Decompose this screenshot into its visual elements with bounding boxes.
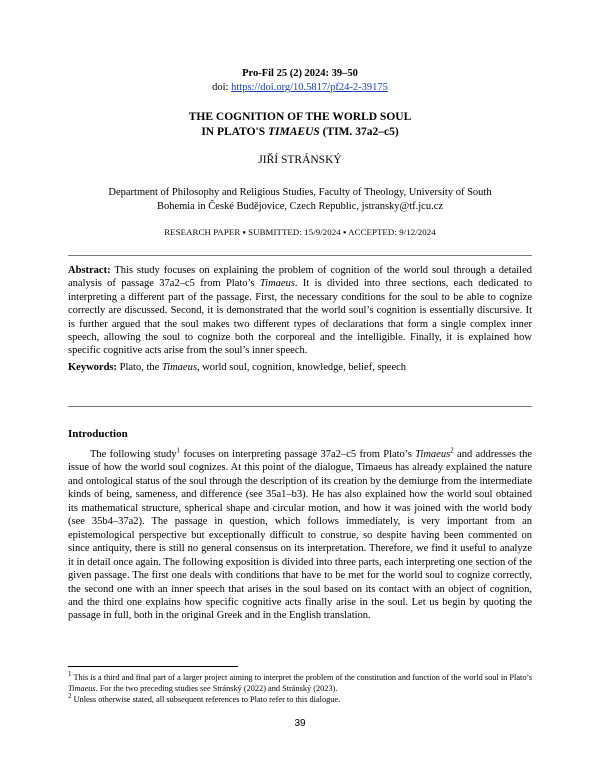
intro-text-1: The following study: [90, 449, 177, 460]
abstract-label: Abstract:: [68, 265, 111, 276]
section-heading: Introduction: [68, 428, 128, 440]
divider-top: [68, 255, 532, 256]
footnotes: [68, 672, 532, 705]
page-number: 39: [294, 718, 306, 729]
title-line-2a: IN PLATO'S: [201, 126, 268, 138]
keywords-italic: Timaeus: [161, 362, 197, 373]
footnote-italic: Timaeus: [68, 684, 96, 693]
abstract-italic: Timaeus: [259, 278, 295, 290]
keywords-text-1: Plato, the: [117, 362, 162, 373]
footnote-rule: [68, 666, 238, 667]
affiliation: [60, 186, 540, 214]
title-line-1: THE COGNITION OF THE WORLD SOUL: [188, 111, 412, 123]
intro-italic: Timaeus: [415, 449, 451, 460]
submission-meta: RESEARCH PAPER ▪ SUBMITTED: 15/9/2024 ▪ ACCEPTED: 9/12/2024: [164, 227, 436, 237]
footnote-number: 2: [68, 692, 72, 701]
introduction-paragraph: [68, 448, 532, 623]
keywords-label: Keywords:: [68, 362, 117, 373]
journal-citation: Pro-Fil 25 (2) 2024: 39–50: [242, 68, 358, 79]
doi-prefix: doi:: [212, 82, 232, 93]
keywords: [68, 361, 532, 374]
paper-title: [0, 110, 600, 140]
title-line-2: [0, 125, 600, 140]
keywords-text-2: , world soul, cognition, knowledge, belief, speech: [196, 362, 407, 373]
intro-text-2: focuses on interpreting passage 37a2–c5 from Plato’s: [180, 449, 416, 460]
footnote-ref-2[interactable]: 2: [450, 446, 454, 455]
abstract-text-1: This study focuses on explaining the problem of cognition of the world soul through a detailed analysis of passage 37a2–c5 from Plato’s: [68, 265, 532, 290]
footnote-text: . For the two preceding studies see Stránský (2022) and Stránský (2023).: [95, 684, 338, 693]
affiliation-line-1: Department of Philosophy and Religious Studies, Faculty of Theology, University of South: [108, 187, 492, 198]
footnote-text: This is a third and final part of a larger project aiming to interpret the problem of the constitution and function of the world soul in Plato’s: [71, 673, 532, 682]
affiliation-line-2: Bohemia in České Budějovice, Czech Republic, jstransky@tf.jcu.cz: [156, 201, 444, 212]
doi-link[interactable]: https://doi.org/10.5817/pf24-2-39175: [231, 82, 388, 93]
abstract: [68, 264, 532, 358]
footnote-number: 1: [68, 670, 72, 679]
abstract-text-2: . It is divided into three sections, each dedicated to interpreting a different part of the passage. First, the necessary conditions for the soul to be able to cognize correctly are discussed. Second, it is demonstrated that the world soul’s cognition is essentially discursive. It is further argued that the soul makes two different types of declarations that form a single complex inner speech, allowing the soul to cognize both the corporeal and the intelligible. Finally, it is explained how specific cognitive acts arise from the soul’s inner speech.: [68, 278, 533, 357]
title-line-2b: (TIM. 37a2–c5): [319, 126, 399, 138]
footnote-1: [68, 672, 532, 694]
footnote-text: Unless otherwise stated, all subsequent references to Plato refer to this dialogue.: [71, 695, 341, 704]
intro-text-3: and addresses the issue of how the world soul cognizes. At this point of the dialogue, Timaeus has already explained the nature and ontological status of the soul through the description of its creation by the demiurge from the intermediate kinds of being, sameness, and difference (see 35a1–b3). He has also explained how the world soul obtained its mathematical structure, spherical shape and circular motion, and how it was joined with the world body (see 35b4–37a2). The passage in question, which follows immediately, is very important from an epistemological perspective but exceptionally difficult to construe, so despite having been commented on since antiquity, there is still no general consensus on its interpretation. Therefore, we find it useful to analyze it in detail once again. The following exposition is divided into three parts, each interpreting one section of the given passage. The first one deals with conditions that have to be met for the world soul to cognize correctly, the second one with an inner speech that arises in the soul based on its contact with an object of cognition, and the third one explains how specific cognitive acts finally arise in the soul. Let us begin by quoting the passage in full, both in the original Greek and in the English translation.: [68, 449, 533, 622]
doi-line: [0, 82, 600, 93]
author-name: JIŘÍ STRÁNSKÝ: [258, 154, 342, 166]
divider-bottom: [68, 406, 532, 407]
footnote-ref-1[interactable]: 1: [176, 446, 181, 455]
title-italic: TIMAEUS: [268, 126, 320, 138]
footnote-2: [68, 694, 532, 705]
